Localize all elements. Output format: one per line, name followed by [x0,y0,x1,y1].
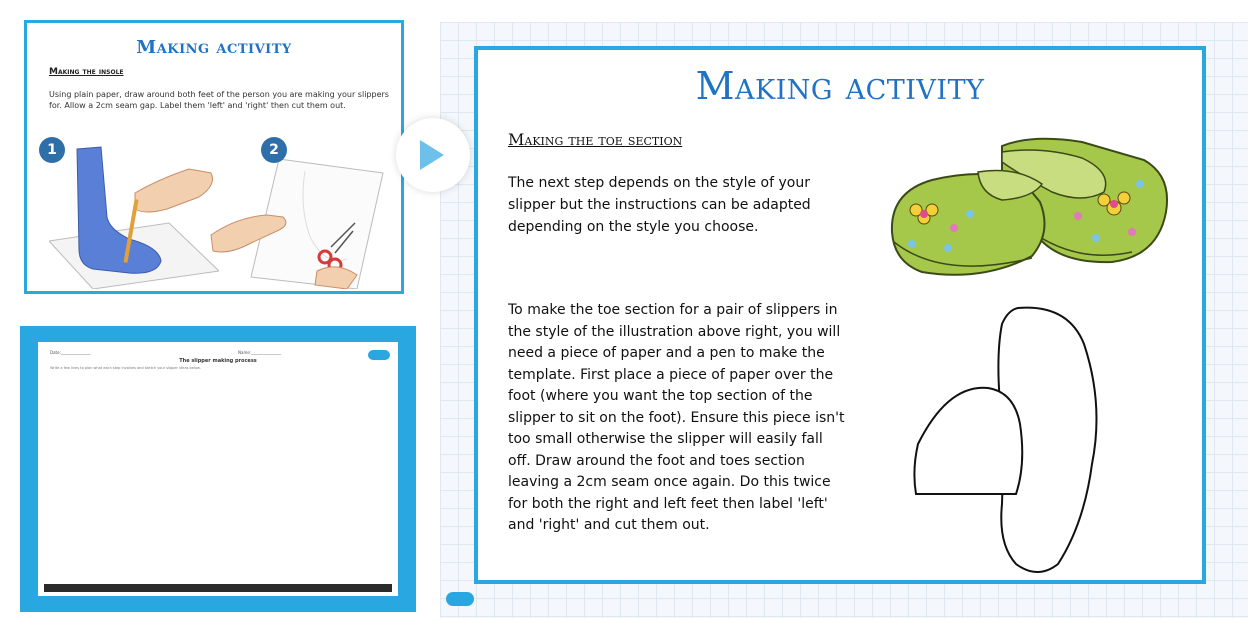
worksheet-thumbnail[interactable] [20,326,416,612]
slippers-illustration [882,132,1172,282]
worksheet-title: The slipper making process [179,358,257,364]
intro-paragraph: The next step depends on the style of your slipper but the instructions can be adapted depending on the style you choose. [508,175,811,235]
thumbnail-subtitle: Making the insole [49,67,124,77]
section-heading: Making the toe section [508,130,683,149]
worksheet-page [38,342,398,596]
cutting-illustration [207,139,397,289]
slide-title: Making activity [695,64,985,108]
step-1-badge: 1 [39,137,65,163]
play-arrow-icon [420,140,444,170]
toe-template-illustration [908,304,1118,574]
worksheet-name-field: Name:_______________ [238,350,282,355]
worksheet-footer [44,584,392,592]
step-2-badge: 2 [261,137,287,163]
twinkl-logo-icon [446,592,474,606]
instructions-paragraph: To make the toe section for a pair of slippers in the style of the illustration above right, you will need a piece of paper and a pen to make the template. First place a piece of paper over the foot (where you want the top section of the slipper to sit on the foot). Ensure this piece isn't too small otherwise the slipper will easily fall off. Draw around the foot and toes section leaving a 2cm seam once again. Do this twice for both the right and left feet then label 'left' and 'right' and cut them out. [508,302,845,533]
main-slide [474,46,1206,584]
next-slide-button[interactable] [396,118,470,192]
thumbnail-instructions: Using plain paper, draw around both feet of the person you are making your slippers for. Allow a 2cm seam gap. Label them 'left' and 'right' then cut them out. [49,90,389,110]
slide-thumbnail-insole[interactable] [24,20,404,294]
worksheet-date-field: Date:_______________ [50,350,91,355]
thumbnail-title: Making activity [136,37,292,58]
drawing-foot-illustration [49,139,219,289]
worksheet-instructions: Write a few lines to plan what each step involves and sketch your slipper ideas below. [50,366,201,370]
